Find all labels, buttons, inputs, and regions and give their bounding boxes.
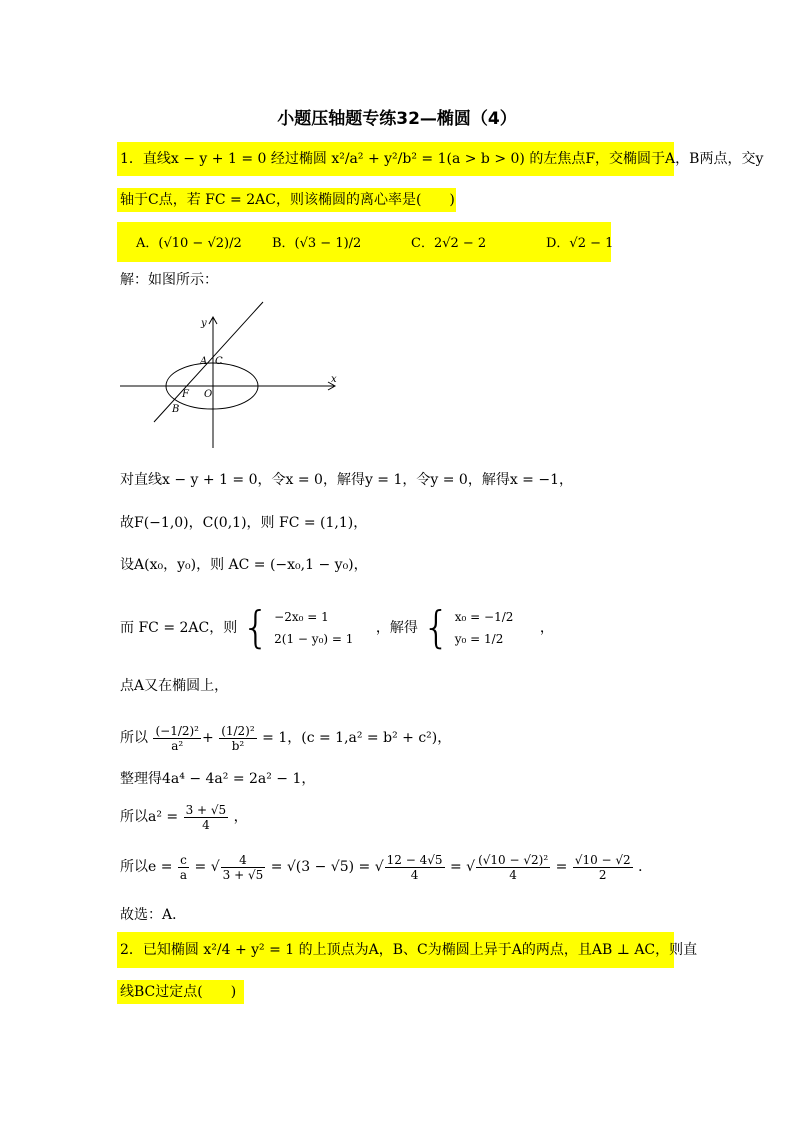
- step9-eq-1: =: [194, 859, 207, 875]
- step4-sys1-eq2: 2(1 − y₀) = 1: [274, 632, 354, 646]
- q1-line1: 1．直线x − y + 1 = 0 经过椭圆 x²/a² + y²/b² = 1(a > b > 0) 的左焦点F，交椭圆于A，B两点，交y: [120, 151, 764, 167]
- step4-system-1: [274, 606, 353, 650]
- label-f: F: [182, 389, 189, 400]
- solution-step-5: 点A又在椭圆上，: [120, 678, 229, 694]
- line-through-f: [154, 302, 263, 422]
- q1-option-b: B．(√3 − 1)/2: [272, 236, 362, 251]
- step9-r3-den: 4: [410, 867, 419, 882]
- step6-frac1-den: a²: [171, 738, 184, 753]
- step9-r4-den: 4: [509, 867, 517, 882]
- step8-fraction: [184, 803, 229, 832]
- solution-step-8: [120, 797, 248, 837]
- step4-sys1-eq1: −2x₀ = 1: [274, 610, 329, 624]
- step9-fraction-5: [573, 853, 633, 882]
- q1-option-c: C．2√2 − 2: [411, 236, 487, 251]
- label-y: y: [201, 318, 207, 329]
- step4-middle: ，解得: [375, 620, 418, 636]
- step9-fraction-3: [385, 853, 445, 882]
- step4-end: ，: [539, 620, 554, 636]
- step4-prefix: 而 FC = 2AC，则: [120, 620, 238, 636]
- q2-line1: 2．已知椭圆 x²/4 + y² = 1 的上顶点为A，B、C为椭圆上异于A的两点，且AB ⊥ AC，则直: [120, 942, 698, 958]
- q1-option-a: A．(√10 − √2)/2: [136, 236, 242, 251]
- step9-prefix: 所以e =: [120, 859, 173, 875]
- solution-step-3: 设A(x₀，y₀)，则 AC = (−x₀,1 − y₀)，: [120, 557, 368, 573]
- solution-step-6: 所以 $\frac{\text{(−1/2)²}}{\text{a²}}$ + $\frac{\text{(1/2)²}}{\text{b²}}$ = 1，(c = 1,a² = b² + c²)，: [120, 723, 452, 753]
- step9-r5-num: √10 − √2: [574, 852, 631, 867]
- step4-res-1: x₀ = −1/2: [454, 610, 514, 624]
- page-title: 小题压轴题专练32—椭圆（4）: [277, 109, 517, 129]
- step9-fraction-2: [221, 853, 266, 882]
- label-b: B: [172, 404, 180, 415]
- solution-step-7: 整理得4a⁴ − 4a² = 2a² − 1，: [120, 771, 316, 787]
- step8-suffix: ，: [233, 809, 248, 825]
- q1-line2: 轴于C点，若 FC = 2AC，则该椭圆的离心率是( ): [120, 192, 455, 208]
- step9-f1-den: a: [179, 867, 188, 882]
- step9-fraction-1: [178, 853, 189, 882]
- step9-r4-num: (√10 − √2)²: [478, 852, 549, 867]
- step9-r5-den: 2: [598, 867, 607, 882]
- label-x: x: [331, 374, 337, 385]
- step9-eq-4: =: [555, 859, 568, 875]
- step6-suffix: = 1，(c = 1,a² = b² + c²)，: [262, 730, 452, 746]
- step6-fraction-1: [153, 724, 201, 753]
- step8-num: 3 + √5: [185, 802, 227, 817]
- step9-eq-2: = √(3 − √5) =: [270, 859, 371, 875]
- solution-answer: 故选：A．: [120, 907, 187, 923]
- solution-intro: 解：如图所示：: [120, 272, 218, 288]
- step8-prefix: 所以a² =: [120, 809, 179, 825]
- step9-end: ．: [638, 859, 653, 875]
- step9-eq-3: =: [449, 859, 462, 875]
- q1-option-d: D．√2 − 1: [546, 236, 614, 251]
- step4-brace-2: {: [422, 602, 451, 653]
- step6-frac2-num: (1/2)²: [221, 723, 255, 738]
- step6-frac1-num: (−1/2)²: [155, 723, 199, 738]
- solution-step-1: 对直线x − y + 1 = 0，令x = 0，解得y = 1，令y = 0，解得x = −1，: [120, 472, 574, 488]
- label-o: O: [204, 389, 213, 400]
- step6-frac2-den: b²: [231, 738, 245, 753]
- step6-prefix: 所以: [120, 730, 148, 746]
- label-c: C: [215, 356, 223, 367]
- solution-step-2: 故F(−1,0)，C(0,1)，则 FC = (1,1)，: [120, 515, 368, 531]
- step4-res-2: y₀ = 1/2: [454, 632, 504, 646]
- step4-system-2: [455, 606, 514, 650]
- step6-fraction-2: [219, 724, 257, 753]
- solution-step-9: 所以e = $\frac{c}{a}$ = √ $\frac{4}{3 + √5}$ = √(3 − √5) = √ $\frac{12 - 4√5}{4}$ = √ $\frac{\text{(√10 − √2)²}}{4}$ = $\frac{√10 - √2}{2}$ ．: [120, 852, 653, 882]
- step9-f1-num: c: [178, 853, 189, 868]
- step8-den: 4: [202, 817, 210, 832]
- q2-line2: 线BC过定点( ): [120, 984, 237, 1000]
- step9-r1-num: 4: [221, 853, 266, 868]
- step9-r3-num: 12 − 4√5: [386, 852, 443, 867]
- step9-r1-den: 3 + √5: [222, 867, 264, 882]
- step4-brace-1: {: [241, 602, 270, 653]
- solution-step-4: [120, 598, 554, 658]
- step9-fraction-4: [476, 853, 550, 882]
- ellipse-figure: [116, 296, 348, 452]
- label-a: A: [200, 356, 208, 367]
